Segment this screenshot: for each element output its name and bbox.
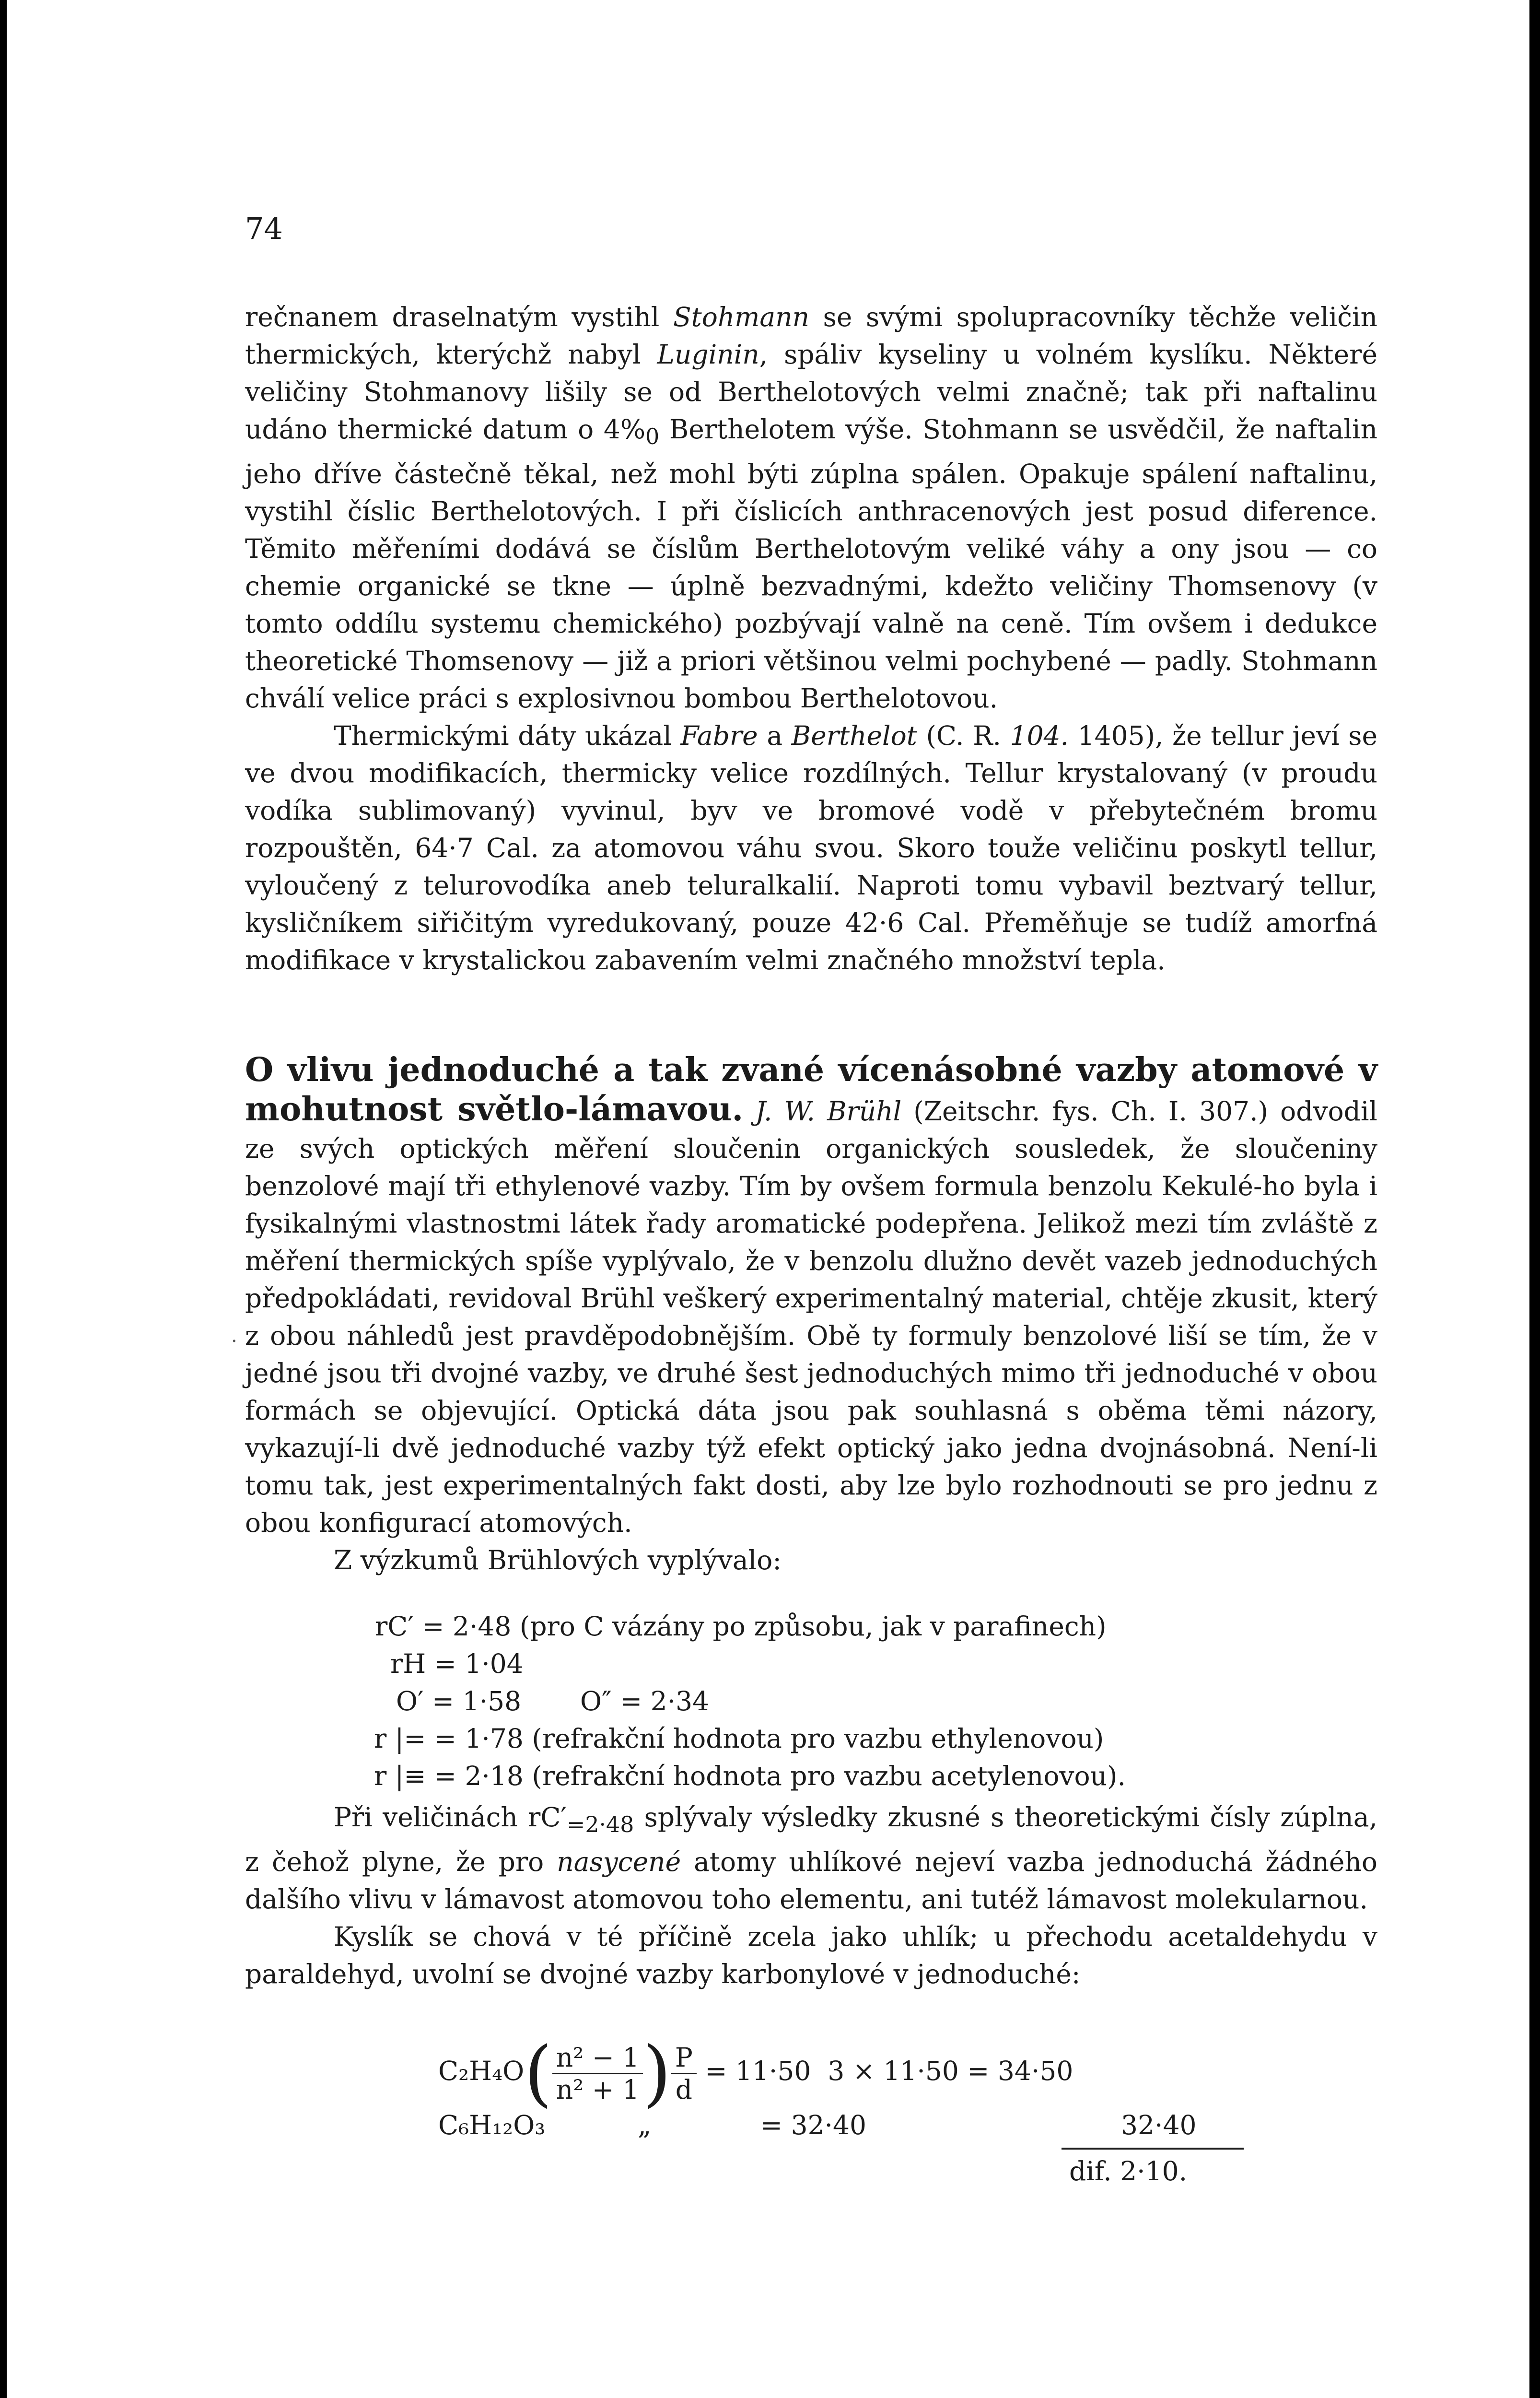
author-bruhl: J. W. Brühl bbox=[755, 1096, 902, 1127]
value-acetylene: r |≡ = 2·18 (refrakční hodnota pro vazbu acetylenovou). bbox=[374, 1761, 1126, 1791]
fraction-denominator: n² + 1 bbox=[556, 2074, 640, 2105]
p2-text-3: 1405), že tellur jeví se ve dvou modifikacích, thermicky velice rozdílných. Tellur krystalovaný (v proudu vodíka sublimovaný) vyvinul, byv ve bromové vodě v přebytečném bromu rozpouštěn, 64·7 Cal. za atomovou váhu svou. Skoro touže veličinu poskytl tellur, vyloučený z telurovodíka aneb teluralkalií. Naproti tomu vybavil beztvarý tellur, kysličníkem siřičitým vyredukovaný, pouze 42·6 Cal. Přeměňuje se tudíž amorfná modifikace v krystalickou zabavením velmi značného množství tepla. bbox=[245, 720, 1377, 976]
results-intro: Z výzkumů Brühlových vyplývalo: bbox=[334, 1545, 782, 1575]
d-denominator: d bbox=[675, 2074, 692, 2105]
margin-dot: . bbox=[231, 1325, 237, 1347]
paragraph-bruhl bbox=[245, 1051, 1377, 1541]
p1-text-4: Berthelotem výše. Stohmann se usvědčil, že naftalin jeho dříve částečně těkal, než mohl býti zúplna spálen. Opakuje spálení naftalinu, vystihl číslic Berthelotových. I při číslicích anthracenových jest posud diference. Těmito měřeními dodává se číslům Berthelotovým veliké váhy a ony jsou — co chemie organické se tkne — úplně bezvadnými, kdežto veličiny Thomsenovy (v tomto oddílu systemu chemického) pozbývají valně na ceně. Tím ovšem i dedukce theoretické Thomsenovy — již a priori většinou velmi pochybené — padly. Stohmann chválí velice práci s explosivnou bombou Berthelotovou. bbox=[245, 414, 1377, 714]
p2-conj: a bbox=[758, 720, 792, 751]
paragraph-tellur bbox=[245, 717, 1377, 979]
p2-text-2: (C. R. bbox=[917, 720, 1010, 751]
value-ethylene: r |= = 1·78 (refrakční hodnota pro vazbu ethylenovou) bbox=[374, 1723, 1104, 1754]
section-heading: O vlivu jednoduché a tak zvané vícenásobné vazby atomové v mohutnost světlo-lámavou. bbox=[245, 1051, 1377, 1128]
result-paraldehyde: = 32·40 bbox=[760, 2110, 867, 2140]
p2-text-1: Thermickými dáty ukázal bbox=[334, 720, 681, 751]
p1-name-luginin: Luginin bbox=[657, 339, 759, 370]
p4-emphasis: nasycené bbox=[557, 1846, 681, 1877]
p2-volume: 104. bbox=[1010, 720, 1069, 751]
p1-name-stohmann: Stohmann bbox=[673, 302, 810, 332]
p1-text-3: , spáliv kyseliny u volném kyslíku. Některé veličiny Stohmanovy lišily se od Berthelotových velmi značně; tak při naftalinu udáno thermické datum o 4% bbox=[245, 339, 1377, 445]
paragraph-kyslik: Kyslík se chová v té příčině zcela jako uhlík; u přechodu acetaldehydu v paraldehyd, uvolní se dvojné vazby karbonylové v jednoduché: bbox=[245, 1921, 1377, 1989]
p1-percent-subscript: 0 bbox=[645, 423, 660, 449]
p1-text-2: se svými spolupracovníky těchže veličin thermických, kterýchž nabyl bbox=[245, 302, 1377, 370]
value-rh: rH = 1·04 bbox=[390, 1648, 524, 1679]
ditto-mark: „ bbox=[638, 2110, 652, 2140]
value-o-single: O′ = 1·58 bbox=[396, 1686, 522, 1716]
product-expression: 3 × 11·50 = 34·50 bbox=[828, 2056, 1073, 2086]
scan-edge bbox=[1529, 0, 1540, 2398]
difference-value: dif. 2·10. bbox=[1069, 2156, 1188, 2186]
p1-text-1: rečnanem draselnatým vystihl bbox=[245, 302, 673, 332]
p4-text-2: splývaly výsledky zkusné s theoretickými čísly zúplna, z čehož plyne, že pro bbox=[245, 1802, 1377, 1877]
equation-row-1 bbox=[438, 2032, 1073, 2115]
result-acetaldehyde: = 11·50 bbox=[705, 2056, 811, 2086]
formula-paraldehyde: C₆H₁₂O₃ bbox=[438, 2110, 546, 2140]
p4-text-1: Při veličinách rC′ bbox=[334, 1802, 567, 1833]
body-text-upper bbox=[245, 298, 1377, 979]
formula-acetaldehyde: C₂H₄O bbox=[438, 2056, 525, 2086]
refraction-fraction bbox=[552, 2042, 643, 2105]
p4-subscript: =2·48 bbox=[566, 1811, 634, 1837]
page-number: 74 bbox=[245, 211, 283, 246]
body-text-bruhl bbox=[245, 1051, 1377, 1579]
p-numerator: P bbox=[671, 2042, 697, 2074]
paragraph-stohmann bbox=[245, 298, 1377, 717]
fraction-numerator: n² − 1 bbox=[552, 2042, 643, 2074]
paren-open: ( bbox=[524, 2032, 552, 2115]
paren-close: ) bbox=[643, 2032, 671, 2115]
body-text-lower bbox=[245, 1798, 1377, 1993]
subtrahend-value: 32·40 bbox=[1121, 2110, 1197, 2140]
density-fraction bbox=[671, 2042, 697, 2105]
p4-text-3: atomy uhlíkové nejeví vazba jednoduchá žádného dalšího vlivu v lámavost atomovou toho elementu, ani tutéž lámavost molekularnou. bbox=[245, 1846, 1377, 1915]
value-o-double: O″ = 2·34 bbox=[580, 1686, 710, 1716]
p2-name-fabre: Fabre bbox=[680, 720, 758, 751]
paragraph-veliciny bbox=[245, 1798, 1377, 1918]
subtraction-rule bbox=[1062, 2148, 1244, 2150]
book-page bbox=[7, 0, 1529, 2398]
value-rc: rC′ = 2·48 (pro C vázány po způsobu, jak v parafinech) bbox=[375, 1611, 1107, 1642]
p2-name-berthelot: Berthelot bbox=[791, 720, 917, 751]
p3-text: (Zeitschr. fys. Ch. I. 307.) odvodil ze svých optických měření sloučenin organických sousledek, že sloučeniny benzolové mají tři ethylenové vazby. Tím by ovšem formula benzolu Kekulé-ho byla i fysikalnými vlastnostmi látek řady aromatické podepřena. Jelikož mezi tím zvláště z měření thermických spíše vyplývalo, že v benzolu dlužno devět vazeb jednoduchých předpokládati, revidoval Brühl veškerý experimentalný material, chtěje zkusit, který z obou náhledů jest pravděpodobnějším. Obě ty formuly benzolové liší se tím, že v jedné jsou tři dvojné vazby, ve druhé šest jednoduchých mimo tři jednoduché v obou formách se objevující. Optická dáta jsou pak souhlasná s oběma těmi názory, vykazují-li dvě jednoduché vazby týž efekt optický jako jedna dvojnásobná. Není-li tomu tak, jest experimentalných fakt dosti, aby lze bylo rozhodnouti se pro jednu z obou konfigurací atomových. bbox=[245, 1096, 1377, 1538]
